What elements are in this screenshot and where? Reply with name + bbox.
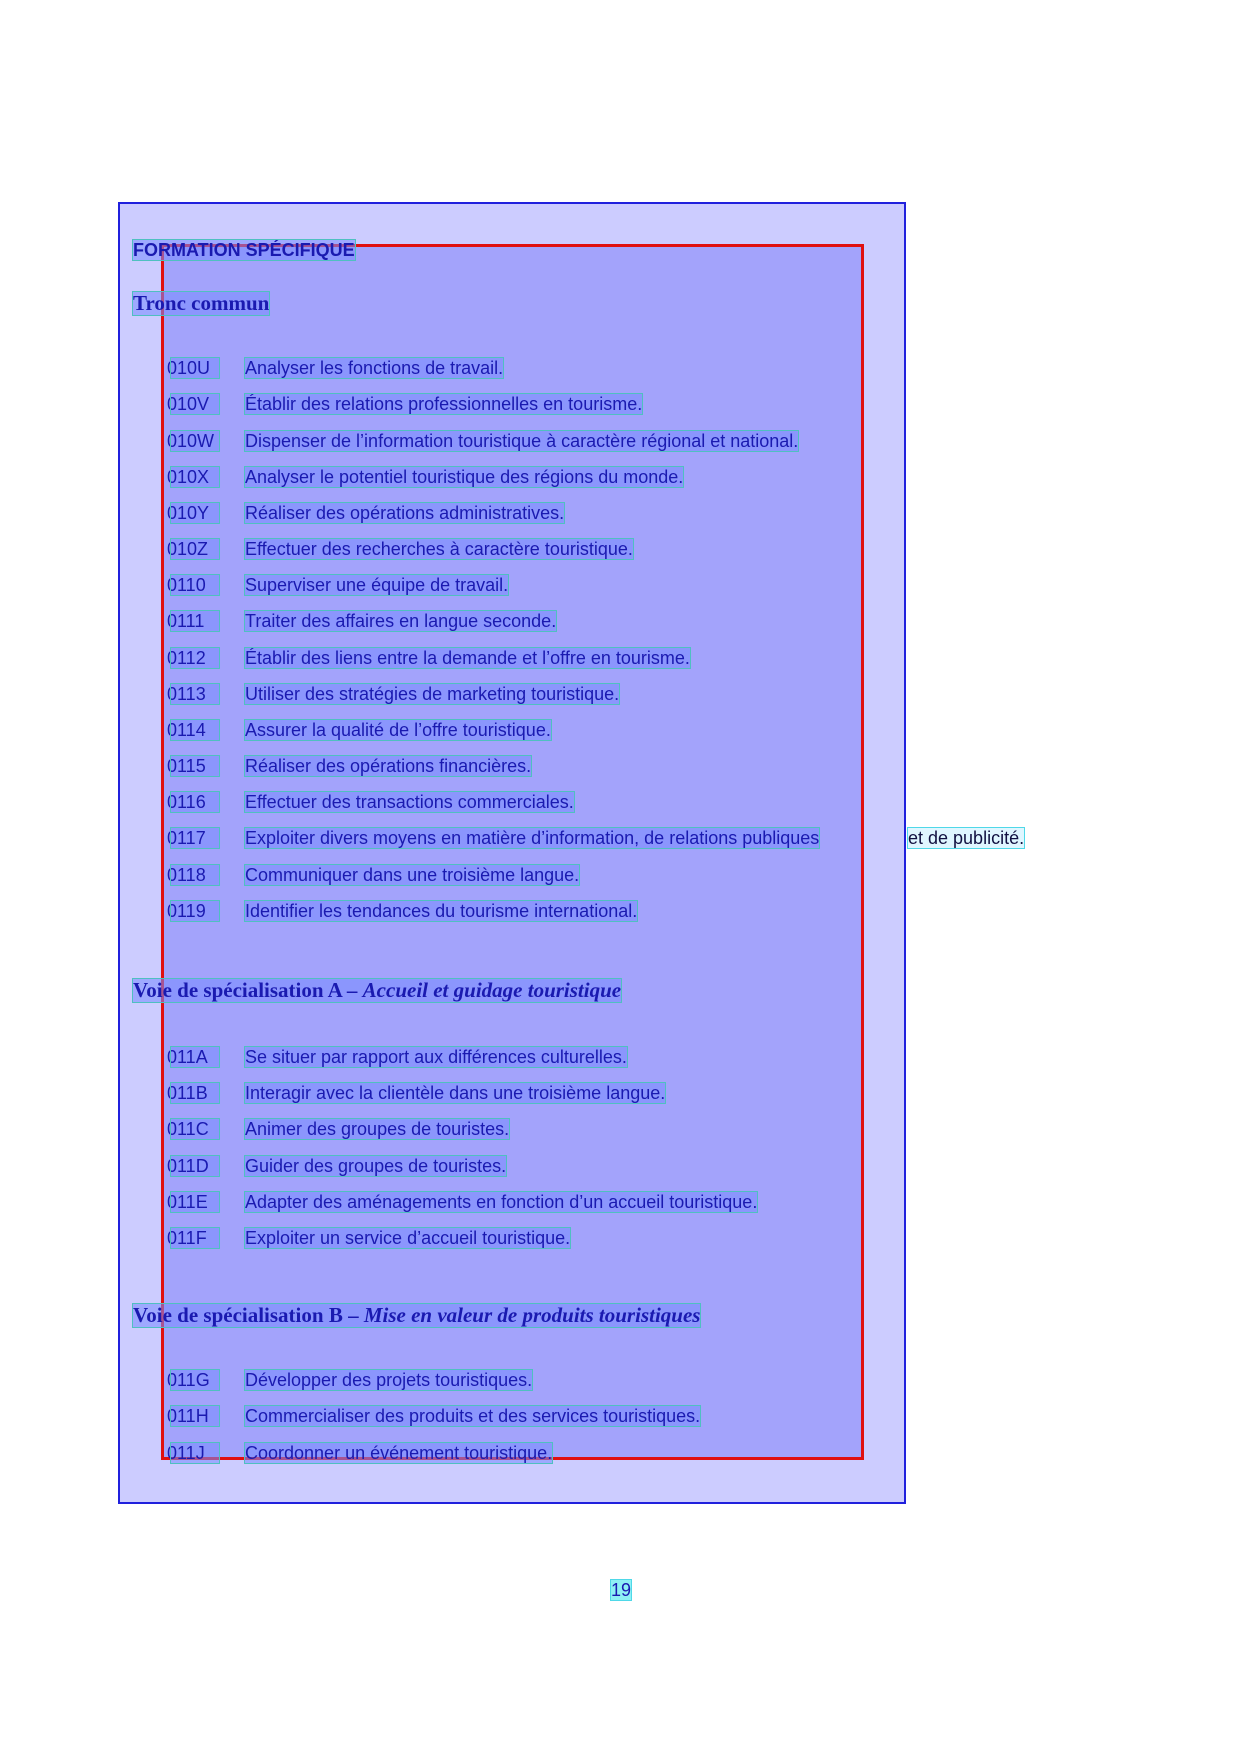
competency-text-overflow: et de publicité.: [908, 828, 1025, 848]
competency-code: 0112: [171, 648, 219, 668]
competency-text: Réaliser des opérations administratives.: [245, 503, 565, 523]
competency-text: Traiter des affaires en langue seconde.: [245, 611, 557, 631]
competency-text: Utiliser des stratégies de marketing touristique.: [245, 684, 620, 704]
page-title: FORMATION SPÉCIFIQUE: [133, 240, 355, 260]
section-title-italic: Mise en valeur de produits touristiques: [363, 1303, 701, 1327]
competency-text: Se situer par rapport aux différences culturelles.: [245, 1047, 627, 1067]
competency-code: 0115: [171, 756, 219, 776]
page-number: 19: [611, 1580, 632, 1600]
competency-code: 010Y: [171, 503, 219, 523]
competency-text: Guider des groupes de touristes.: [245, 1156, 507, 1176]
competency-text: Exploiter un service d’accueil touristique.: [245, 1228, 571, 1248]
competency-text: Établir des liens entre la demande et l’offre en tourisme.: [245, 648, 690, 668]
competency-text: Interagir avec la clientèle dans une troisième langue.: [245, 1083, 666, 1103]
competency-text: Identifier les tendances du tourisme international.: [245, 901, 638, 921]
competency-text: Coordonner un événement touristique.: [245, 1443, 553, 1463]
competency-code: 011H: [171, 1406, 219, 1426]
competency-code: 011F: [171, 1228, 219, 1248]
competency-code: 0117: [171, 828, 219, 848]
competency-code: 011E: [171, 1192, 219, 1212]
section-title-voie-a: [133, 979, 621, 1002]
competency-text: Superviser une équipe de travail.: [245, 575, 509, 595]
competency-code: 011C: [171, 1119, 219, 1139]
competency-text: Effectuer des transactions commerciales.: [245, 792, 574, 812]
inner-text-region: [161, 244, 864, 1460]
competency-text: Analyser le potentiel touristique des régions du monde.: [245, 467, 684, 487]
competency-text: Analyser les fonctions de travail.: [245, 358, 504, 378]
competency-code: 010X: [171, 467, 219, 487]
competency-text: Communiquer dans une troisième langue.: [245, 865, 580, 885]
competency-text: Établir des relations professionnelles en tourisme.: [245, 394, 643, 414]
section-title-prefix: Voie de spécialisation A –: [133, 978, 363, 1002]
competency-code: 0114: [171, 720, 219, 740]
competency-text: Commercialiser des produits et des services touristiques.: [245, 1406, 701, 1426]
competency-code: 0116: [171, 792, 219, 812]
competency-code: 011G: [171, 1370, 219, 1390]
competency-code: 011D: [171, 1156, 219, 1176]
competency-code: 010V: [171, 394, 219, 414]
competency-text: Assurer la qualité de l’offre touristique.: [245, 720, 551, 740]
competency-code: 0113: [171, 684, 219, 704]
competency-text: Effectuer des recherches à caractère touristique.: [245, 539, 633, 559]
competency-code: 0110: [171, 575, 219, 595]
competency-code: 010W: [171, 431, 219, 451]
section-title-prefix: Voie de spécialisation B –: [133, 1303, 364, 1327]
competency-code: 0118: [171, 865, 219, 885]
section-title-tronc-commun: Tronc commun: [133, 291, 270, 315]
competency-code: 011A: [171, 1047, 219, 1067]
competency-code: 010U: [171, 358, 219, 378]
competency-code: 010Z: [171, 539, 219, 559]
competency-text: Développer des projets touristiques.: [245, 1370, 533, 1390]
competency-text: Adapter des aménagements en fonction d’un accueil touristique.: [245, 1192, 758, 1212]
section-title-voie-b: [133, 1304, 700, 1327]
competency-code: 0111: [171, 611, 219, 631]
competency-text: Dispenser de l’information touristique à caractère régional et national.: [245, 431, 799, 451]
competency-text: Exploiter divers moyens en matière d’information, de relations publiques: [245, 828, 820, 848]
competency-code: 011J: [171, 1443, 219, 1463]
competency-code: 011B: [171, 1083, 219, 1103]
competency-text: Animer des groupes de touristes.: [245, 1119, 510, 1139]
section-title-italic: Accueil et guidage touristique: [362, 978, 622, 1002]
competency-code: 0119: [171, 901, 219, 921]
competency-text: Réaliser des opérations financières.: [245, 756, 532, 776]
